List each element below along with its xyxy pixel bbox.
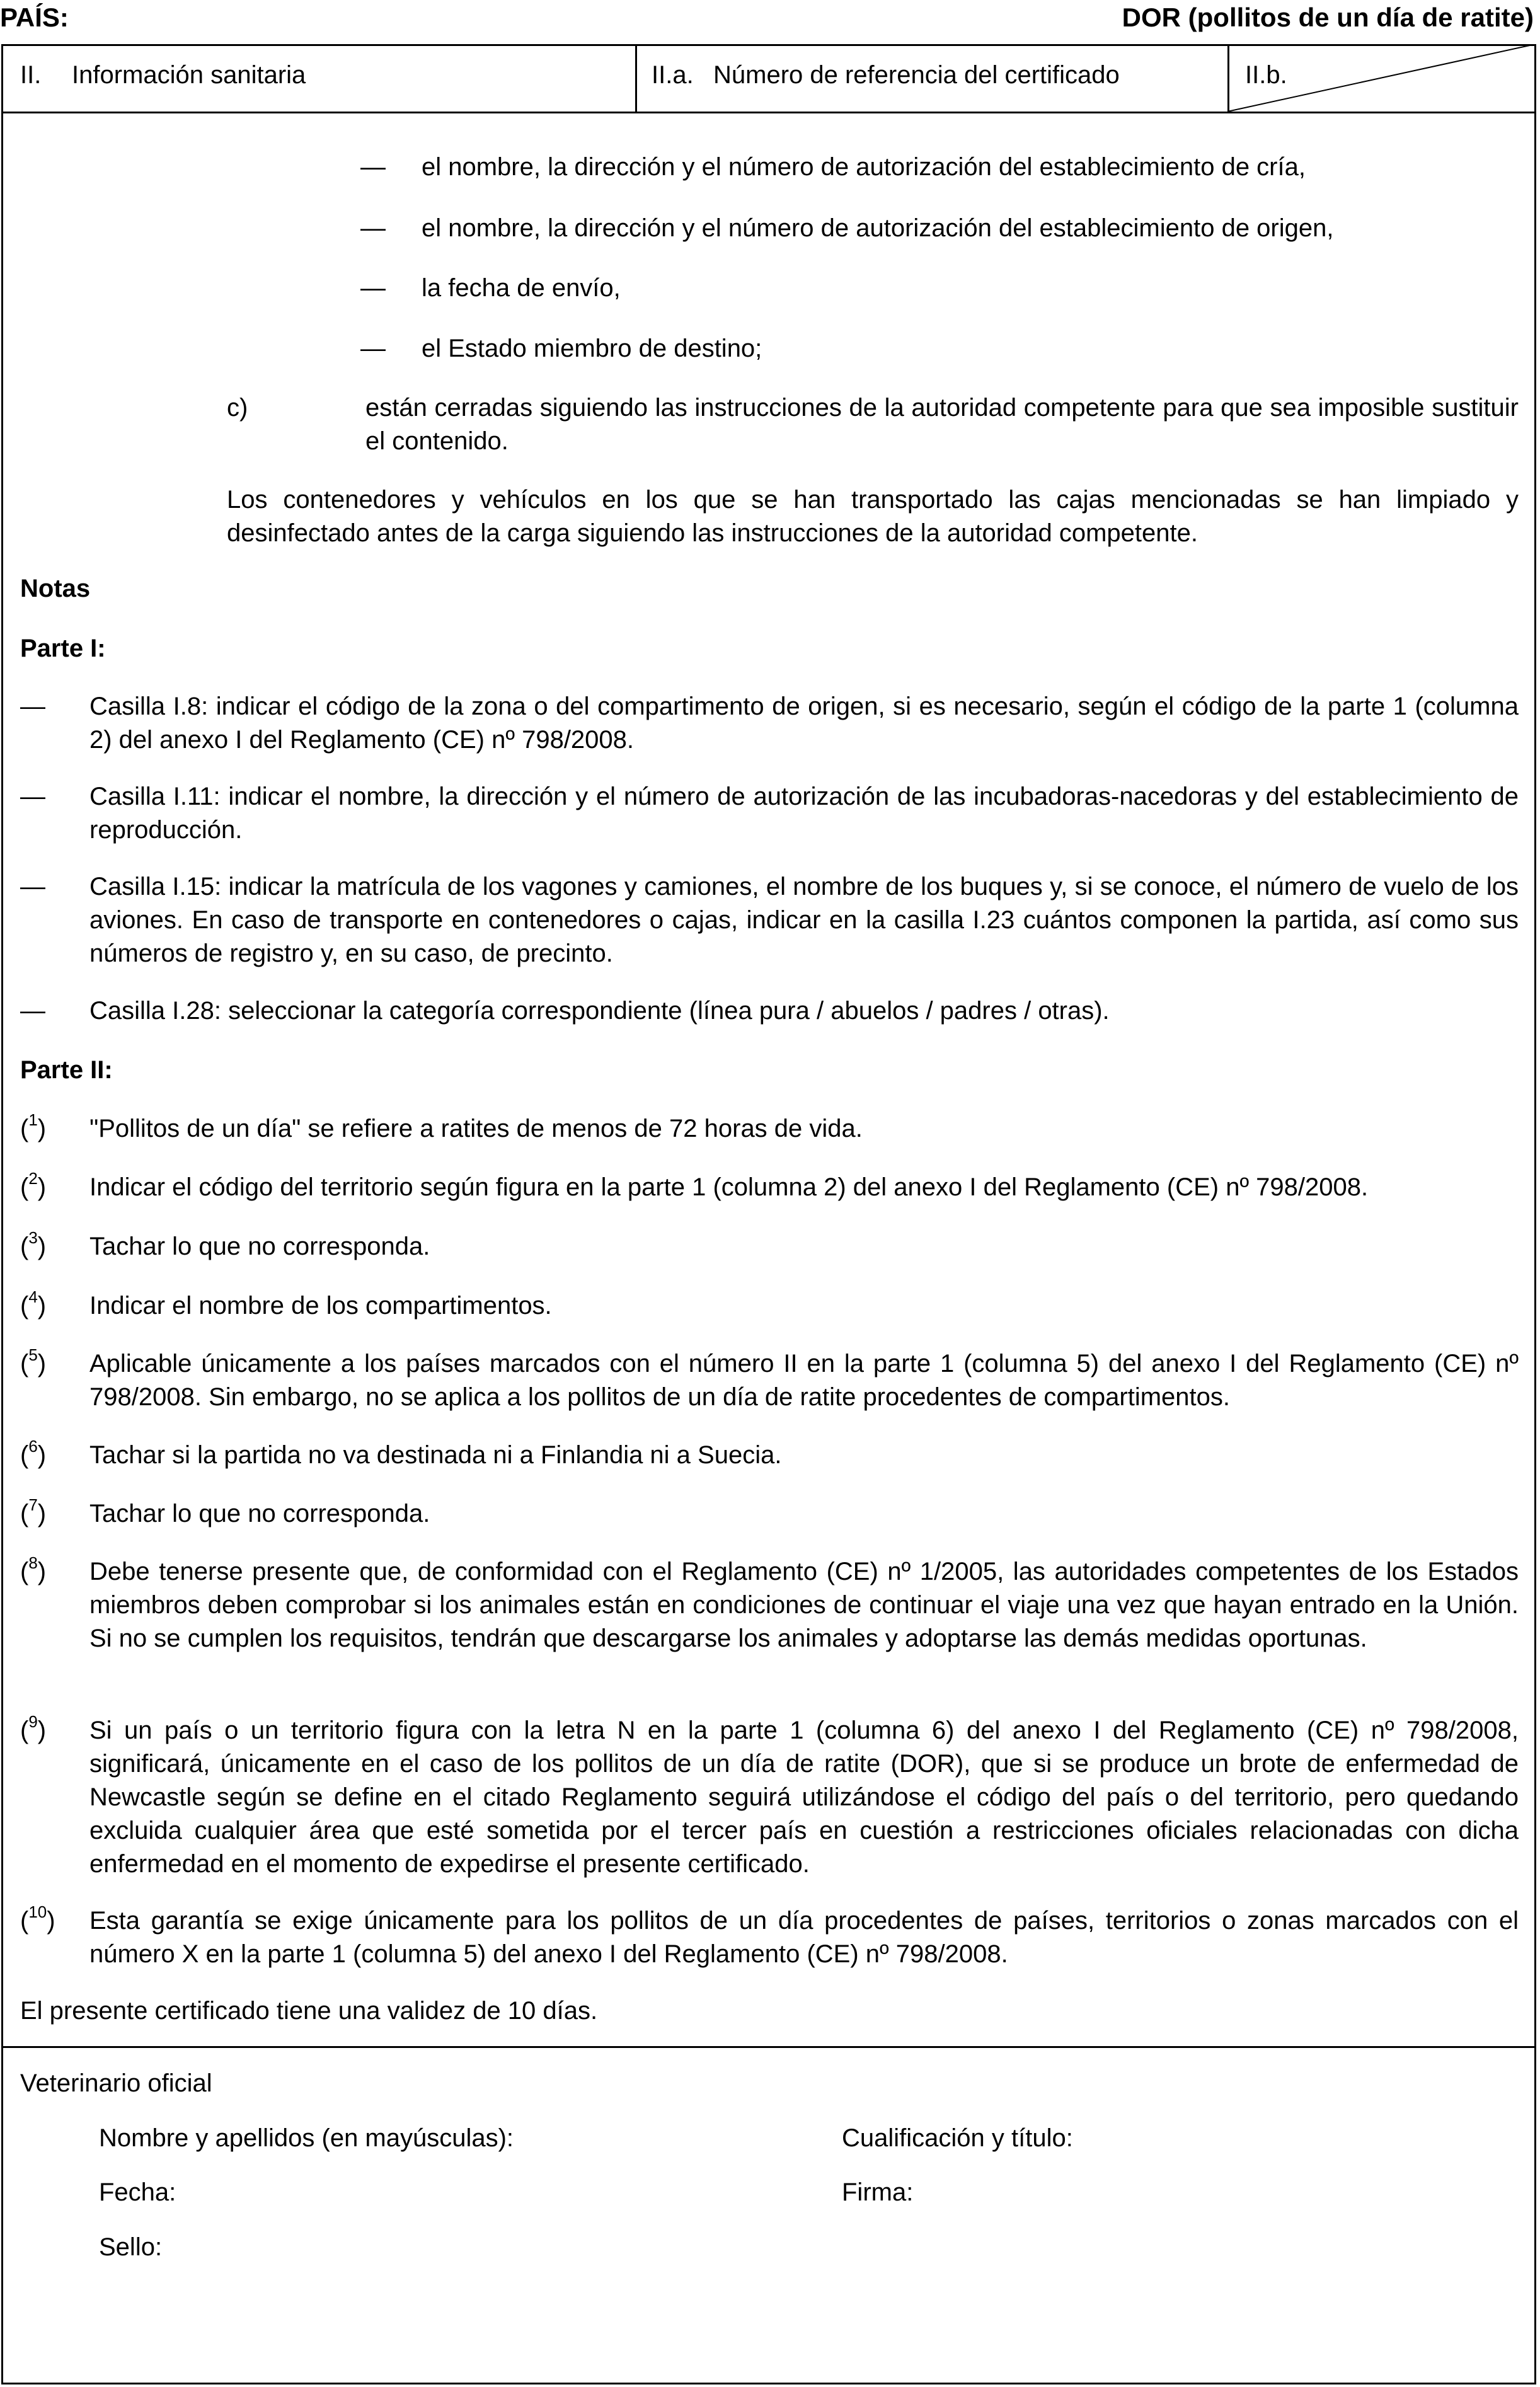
footnote-number: ($^9$) — [20, 1711, 47, 1744]
footnote-text: Indicar el código del territorio según figura en la parte 1 (columna 2) del anexo I del Reglamento (CE) nº 798/2008. — [89, 1173, 1369, 1201]
footnote-text: Esta garantía se exige únicamente para los pollitos de un día procedentes de países, territorios o zonas marcados con el número X en la parte 1 (columna 5) del anexo I del Reglamento (CE) nº 798/2008. — [89, 1907, 1519, 1968]
part-title: Información sanitaria — [72, 61, 306, 89]
footnote-text: Si un país o un territorio figura con la letra N en la parte 1 (columna 6) del anexo I del Reglamento (CE) nº 798/2008, significará, únicamente en el caso de los pollitos de un día de ratite (DOR), que si se produce un brote de enfermedad de Newcastle según se define en el citado Reglamento seguirá utilizándose el código del país o del territorio, pero quedando excluida cualquier área que esté sometida por el tercer país en cuestión a restricciones oficiales relacionadas con dicha enfermedad en el momento de expedirse el presente certificado. — [89, 1717, 1519, 1878]
part2-heading: Parte II: — [20, 1056, 113, 1084]
footnote-text: Tachar si la partida no va destinada ni a Finlandia ni a Suecia. — [89, 1441, 782, 1469]
dash: — — [360, 274, 386, 302]
list-item: el Estado miembro de destino; — [422, 335, 762, 362]
list-item: la fecha de envío, — [422, 274, 621, 302]
footnote-number: ($^2$) — [20, 1168, 47, 1201]
note-item: Casilla I.11: indicar el nombre, la dirección y el número de autorización de las incubadoras-nacedoras y del establecimiento de reproducción. — [89, 783, 1519, 844]
footnote-text: Tachar lo que no corresponda. — [89, 1233, 430, 1260]
stamp-label: Sello: — [99, 2233, 163, 2261]
item-c-letter: c) — [227, 394, 248, 422]
footnote-number: ($^6$) — [20, 1436, 47, 1469]
list-item: el nombre, la dirección y el número de autorización del establecimiento de origen, — [422, 214, 1334, 242]
note-item: Casilla I.28: seleccionar la categoría correspondiente (línea pura / abuelos / padres / otras). — [89, 997, 1110, 1025]
validity-text: El presente certificado tiene una validez de 10 días. — [20, 1997, 598, 2025]
footnote-number: ($^7$) — [20, 1495, 47, 1527]
name-label: Nombre y apellidos (en mayúsculas): — [99, 2124, 514, 2152]
footnote-text: Debe tenerse presente que, de conformidad con el Reglamento (CE) nº 1/2005, las autoridades competentes de los Estados miembros deben comprobar si los animales están en condiciones de continuar el viaje una vez que hayan entrado en la Unión. Si no se cumplen los requisitos, tendrán que descargarse los animales y adoptarse las demás medidas oportunas. — [89, 1558, 1519, 1652]
dash: — — [20, 997, 45, 1025]
dash: — — [20, 693, 45, 720]
list-item: el nombre, la dirección y el número de autorización del establecimiento de cría, — [422, 153, 1306, 181]
footnote-number: ($^1$) — [20, 1110, 47, 1142]
footnote-number: ($^3$) — [20, 1228, 47, 1260]
part1-heading: Parte I: — [20, 635, 106, 662]
ref-title: Número de referencia del certificado — [713, 61, 1120, 89]
note-item: Casilla I.15: indicar la matrícula de los vagones y camiones, el nombre de los buques y, si se conoce, el número de vuelo de los aviones. En caso de transporte en contenedores o cajas, indicar en la casilla I.23 cuántos componen la partida, así como sus números de registro y, en su caso, de precinto. — [89, 873, 1519, 967]
certificate-title: DOR (pollitos de un día de ratite) — [1122, 3, 1534, 32]
footnote-number: ($^{10}$) — [20, 1902, 55, 1935]
dash: — — [20, 783, 45, 810]
part-code: II. — [20, 61, 42, 89]
section-col-divider-1 — [635, 44, 637, 112]
qualification-label: Cualificación y título: — [842, 2124, 1073, 2152]
notes-heading: Notas — [20, 575, 91, 602]
iib-code: II.b. — [1245, 61, 1287, 89]
footnote-text: Tachar lo que no corresponda. — [89, 1500, 430, 1527]
footnote-number: ($^4$) — [20, 1287, 47, 1320]
footnote-text: Indicar el nombre de los compartimentos. — [89, 1292, 552, 1320]
signature-heading: Veterinario oficial — [20, 2069, 212, 2097]
dash: — — [20, 873, 45, 900]
footnote-number: ($^8$) — [20, 1553, 47, 1585]
note-item: Casilla I.8: indicar el código de la zona o del compartimento de origen, si es necesario, según el código de la parte 1 (columna 2) del anexo I del Reglamento (CE) nº 798/2008. — [89, 693, 1519, 754]
footnote-text: Aplicable únicamente a los países marcados con el número II en la parte 1 (columna 5) del anexo I del Reglamento (CE) nº 798/2008. Sin embargo, no se aplica a los pollitos de un día de ratite procedentes de compartimentos. — [89, 1350, 1519, 1411]
country-label: PAÍS: — [0, 3, 69, 32]
signature-label: Firma: — [842, 2178, 914, 2206]
item-c-text: están cerradas siguiendo las instrucciones de la autoridad competente para que sea imposible sustituir el contenido. — [365, 394, 1519, 455]
dash: — — [360, 153, 386, 181]
dash: — — [360, 335, 386, 362]
ref-code: II.a. — [652, 61, 694, 89]
date-label: Fecha: — [99, 2178, 176, 2206]
signature-divider — [1, 2046, 1536, 2048]
footnote-text: "Pollitos de un día" se refiere a ratites de menos de 72 horas de vida. — [89, 1115, 863, 1142]
containers-text: Los contenedores y vehículos en los que se han transportado las cajas mencionadas se han limpiado y desinfectado antes de la carga siguiendo las instrucciones de la autoridad competente. — [227, 486, 1519, 547]
footnote-number: ($^5$) — [20, 1345, 47, 1378]
dash: — — [360, 214, 386, 242]
